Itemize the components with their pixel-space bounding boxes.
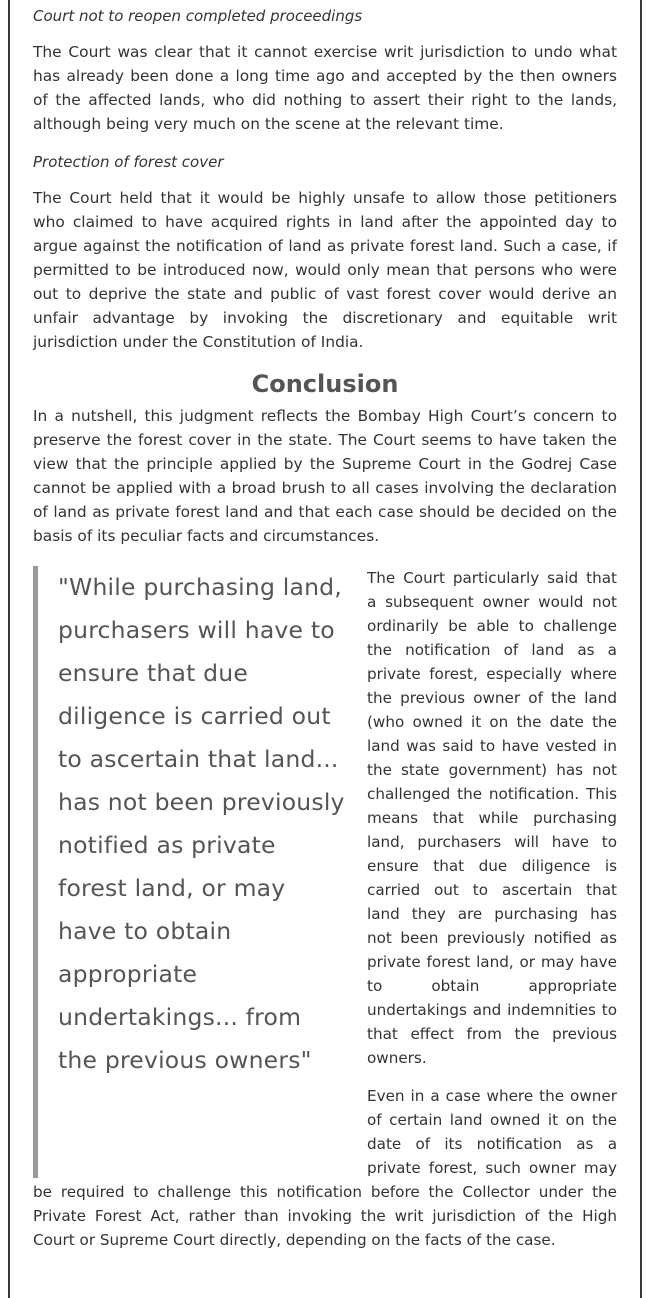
pull-quote (33, 566, 345, 1178)
pull-quote-text: "While purchasing land, purchasers will have to ensure that due diligence is carried out to ascertain that land... has not been previously notified as private forest land, or may have to obtain appropriate undertakings... from the previous owners" (58, 573, 345, 1074)
conclusion-paragraph: In a nutshell, this judgment reflects the Bombay High Court’s concern to preserve the forest cover in the state. The Court seems to have taken the view that the principle applied by the Supreme Court in the Godrej Case cannot be applied with a broad brush to all cases involving the declaration of land as private forest land and that each case should be decided on the basis of its peculiar facts and circumstances. (33, 407, 617, 545)
paragraph-protection-forest-cover: The Court held that it would be highly unsafe to allow those petitioners who claimed to have acquired rights in land after the appointed day to argue against the notification of land as private forest land. Such a case, if permitted to be introduced now, would only mean that persons who were out to deprive the state and public of vast forest cover would derive an unfair advantage by invoking the discretionary and equitable writ jurisdiction under the Constitution of India. (33, 189, 617, 351)
page-border-left (8, 0, 10, 1298)
paragraph-owner-on-notification-date: Even in a case where the owner of certain land owned it on the date of its notification as a private forest, such owner may be required to challenge this notification before the Collector under the Private Forest Act, rather than invoking the writ jurisdiction of the High Court or Supreme Court directly, depending on the facts of the case. (33, 1087, 617, 1249)
paragraph-subsequent-owner: The Court particularly said that a subsequent owner would not ordinarily be able to challenge the notification of land as a private forest, especially where the previous owner of the land (who owned it on the date the land was said to have vested in the state government) has not challenged the notification. This means that while purchasing land, purchasers will have to ensure that due diligence is carried out to ascertain that land they are purchasing has not been previously notified as private forest land, or may have to obtain appropriate undertakings and indemnities to that effect from the previous owners. (367, 569, 617, 1067)
article-content (33, 0, 617, 1252)
page-border-right (640, 0, 642, 1298)
subheading-protection-forest-cover: Protection of forest cover (33, 153, 224, 171)
conclusion-heading: Conclusion (251, 370, 399, 398)
paragraph-court-not-to-reopen: The Court was clear that it cannot exercise writ jurisdiction to undo what has already been done a long time ago and accepted by the then owners of the affected lands, who did nothing to assert their right to the lands, although being very much on the scene at the relevant time. (33, 43, 617, 133)
subheading-court-not-to-reopen: Court not to reopen completed proceedings (33, 7, 363, 25)
